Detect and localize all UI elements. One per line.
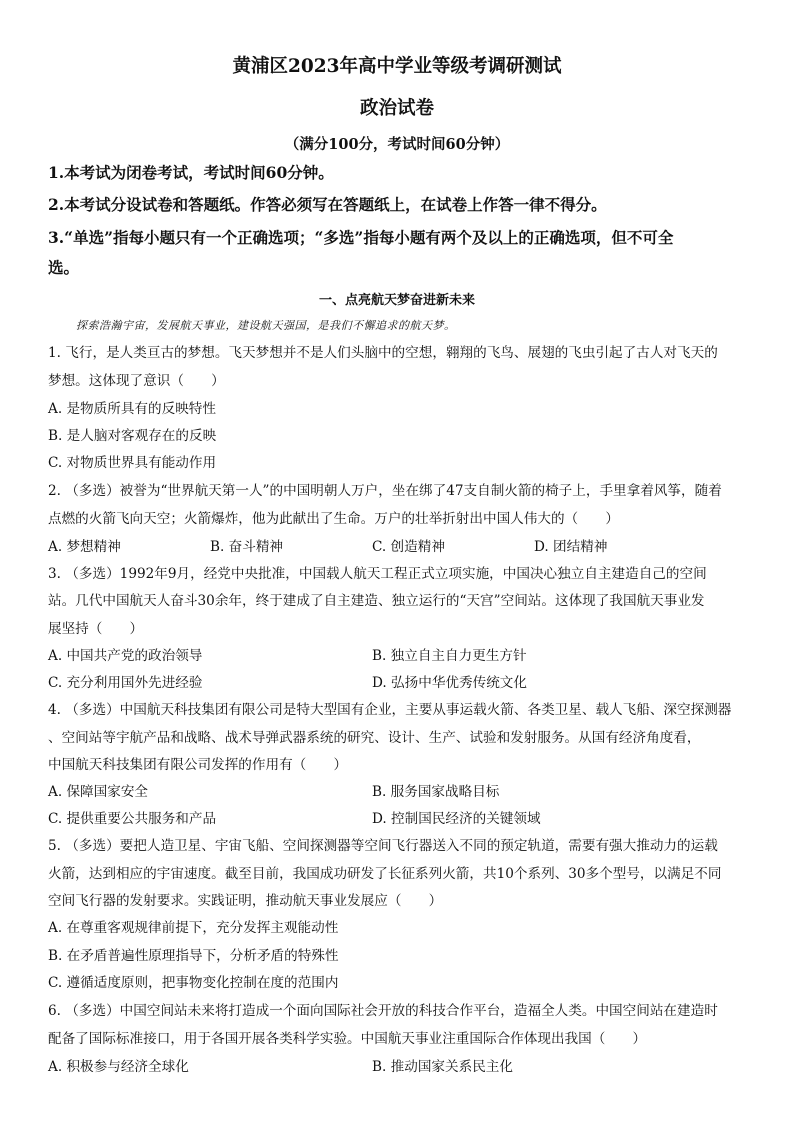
question-3-line-1: 3. （多选）1992年9月，经党中央批准，中国载人航天工程正式立项实施，中国决心独立自主建造自己的空间: [48, 566, 707, 582]
question-4-line-3: 中国航天科技集团有限公司发挥的作用有（ ）: [48, 757, 348, 773]
question-1-line-2: 梦想。这体现了意识（ ）: [48, 373, 225, 389]
question-2-line-2: 点燃的火箭飞向天空；火箭爆炸，他为此献出了生命。万户的壮举折射出中国人伟大的（ ）: [48, 511, 619, 527]
question-2-option-c: C. 创造精神: [372, 539, 445, 555]
question-1-option-c: C. 对物质世界具有能动作用: [48, 455, 217, 471]
question-6-line-2: 配备了国际标准接口，用于各国开展各类科学实验。中国航天事业注重国际合作体现出我国（ ）: [48, 1031, 647, 1047]
question-3-line-2: 站。几代中国航天人奋斗30余年，终于建成了自主建造、独立运行的“天宫”空间站。这体现了我国航天事业发: [48, 593, 705, 609]
question-4-option-a: A. 保障国家安全: [48, 784, 149, 800]
exam-subtitle: 政治试卷: [359, 98, 434, 119]
exam-info: （满分100分，考试时间60分钟）: [284, 136, 510, 153]
question-5-line-1: 5. （多选）要把人造卫星、宇宙飞船、空间探测器等空间飞行器送入不同的预定轨道，需要有强大推动力的运载: [48, 838, 718, 854]
question-5-option-b: B. 在矛盾普遍性原理指导下，分析矛盾的特殊性: [48, 948, 339, 964]
question-1-option-a: A. 是物质所具有的反映特性: [48, 401, 216, 417]
question-5-option-c: C. 遵循适度原则，把事物变化控制在度的范围内: [48, 975, 339, 991]
question-6-option-a: A. 积极参与经济全球化: [48, 1059, 189, 1075]
question-5-line-2: 火箭，达到相应的宇宙速度。截至目前，我国成功研发了长征系列火箭，共10个系列、30多个型号，以满足不同: [48, 866, 722, 882]
section-heading: 一、点亮航天梦奋进新未来: [318, 293, 475, 308]
question-2-option-a: A. 梦想精神: [48, 539, 121, 555]
question-3-option-b: B. 独立自主自力更生方针: [372, 648, 527, 664]
question-4-line-2: 、空间站等宇航产品和战略、战术导弹武器系统的研究、设计、生产、试验和发射服务。从国有经济角度看，: [48, 730, 701, 746]
question-1-line-1: 1. 飞行，是人类亘古的梦想。飞天梦想并不是人们头脑中的空想，翱翔的飞鸟、展翅的飞虫引起了古人对飞天的: [48, 345, 718, 361]
question-4-option-c: C. 提供重要公共服务和产品: [48, 811, 217, 827]
exam-note-2: 2.本考试分设试卷和答题纸。作答必须写在答题纸上，在试卷上作答一律不得分。: [48, 195, 607, 214]
question-2-option-b: B. 奋斗精神: [210, 539, 284, 555]
question-5-option-a: A. 在尊重客观规律前提下，充分发挥主观能动性: [48, 920, 339, 936]
question-3-option-a: A. 中国共产党的政治领导: [48, 648, 203, 664]
question-3-option-c: C. 充分利用国外先进经验: [48, 675, 203, 691]
question-6-option-b: B. 推动国家关系民主化: [372, 1059, 513, 1075]
question-2-line-1: 2. （多选）被誉为“世界航天第一人”的中国明朝人万户，坐在绑了47支自制火箭的椅子上，手里拿着风筝，随着: [48, 483, 722, 499]
question-3-line-3: 展坚持（ ）: [48, 621, 144, 637]
question-5-line-3: 空间飞行器的发射要求。实践证明，推动航天事业发展应（ ）: [48, 893, 443, 909]
exam-note-3: 3.“单选”指每小题只有一个正确选项；“多选”指每小题有两个及以上的正确选项，但不可全: [48, 228, 674, 247]
exam-title: 黄浦区2023年高中学业等级考调研测试: [232, 56, 562, 77]
question-3-option-d: D. 弘扬中华优秀传统文化: [372, 675, 527, 691]
question-4-line-1: 4. （多选）中国航天科技集团有限公司是特大型国有企业，主要从事运载火箭、各类卫星、载人飞船、深空探测器: [48, 702, 732, 718]
question-4-option-b: B. 服务国家战略目标: [372, 784, 500, 800]
question-4-option-d: D. 控制国民经济的关键领域: [372, 811, 541, 827]
exam-note-1: 1.本考试为闭卷考试，考试时间60分钟。: [48, 163, 334, 182]
exam-note-3-cont: 选。: [48, 258, 80, 277]
question-1-option-b: B. 是人脑对客观存在的反映: [48, 428, 217, 444]
question-2-option-d: D. 团结精神: [534, 539, 608, 555]
section-motto: 探索浩瀚宇宙，发展航天事业，建设航天强国，是我们不懈追求的航天梦。: [76, 319, 456, 332]
question-6-line-1: 6. （多选）中国空间站未来将打造成一个面向国际社会开放的科技合作平台，造福全人类。中国空间站在建造时: [48, 1003, 718, 1019]
